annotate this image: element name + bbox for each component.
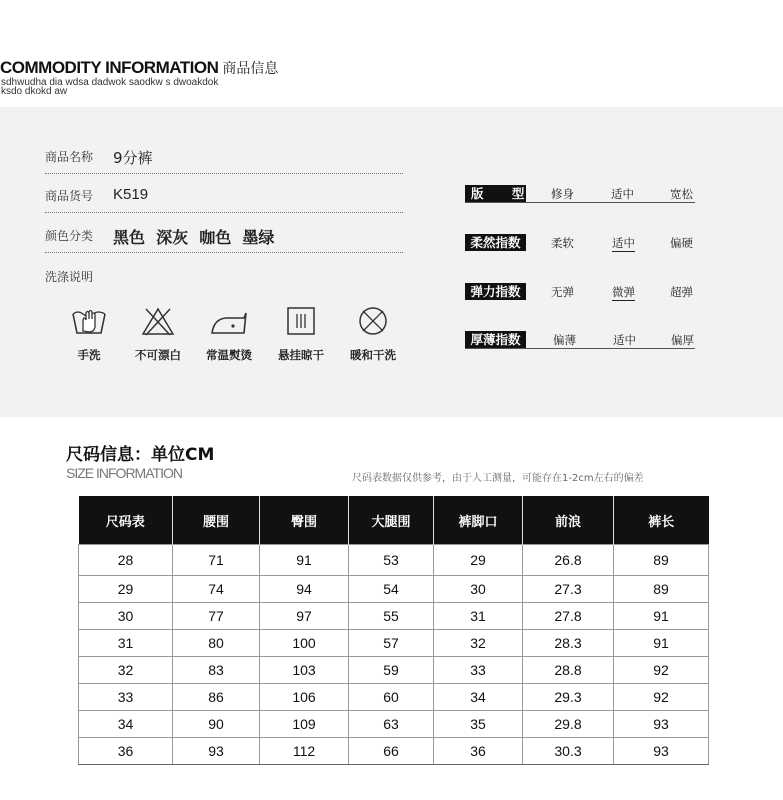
table-cell: 32	[434, 630, 523, 657]
table-cell: 97	[260, 603, 349, 630]
table-cell: 71	[173, 545, 260, 576]
care-iron	[193, 305, 265, 363]
product-name-label: 商品名称	[45, 150, 94, 164]
fit-option-selected: 修身	[551, 187, 574, 201]
table-cell: 29	[434, 545, 523, 576]
table-cell: 29.8	[523, 711, 614, 738]
fit-row-softness	[465, 234, 695, 252]
product-code-value: K519	[113, 186, 149, 203]
table-cell: 32	[79, 657, 173, 684]
product-code-label: 商品货号	[45, 189, 94, 203]
table-cell: 63	[349, 711, 434, 738]
table-cell: 66	[349, 738, 434, 765]
fit-row-elasticity	[465, 283, 695, 301]
table-row	[79, 684, 709, 711]
table-header: 前浪	[523, 496, 614, 545]
table-cell: 83	[173, 657, 260, 684]
table-cell: 27.8	[523, 603, 614, 630]
table-cell: 93	[173, 738, 260, 765]
fit-option: 适中	[613, 333, 636, 347]
fit-row-cut	[465, 185, 695, 203]
fit-underline	[465, 202, 695, 203]
table-cell: 31	[434, 603, 523, 630]
table-cell: 53	[349, 545, 434, 576]
table-cell: 30.3	[523, 738, 614, 765]
table-row	[79, 545, 709, 576]
fit-option: 适中	[611, 187, 634, 201]
care-label: 不可漂白	[135, 348, 181, 362]
iron-icon	[208, 305, 250, 337]
care-hand-wash	[53, 305, 125, 363]
table-header: 腰围	[173, 496, 260, 545]
care-hang-dry	[265, 305, 337, 363]
table-cell: 34	[79, 711, 173, 738]
table-header: 裤长	[614, 496, 709, 545]
table-cell: 92	[614, 684, 709, 711]
table-cell: 74	[173, 576, 260, 603]
divider	[45, 252, 403, 253]
page-title	[0, 58, 278, 78]
table-cell: 34	[434, 684, 523, 711]
table-cell: 27.3	[523, 576, 614, 603]
table-cell: 59	[349, 657, 434, 684]
table-cell: 55	[349, 603, 434, 630]
table-cell: 109	[260, 711, 349, 738]
table-cell: 30	[434, 576, 523, 603]
table-cell: 91	[614, 603, 709, 630]
table-cell: 54	[349, 576, 434, 603]
hand-wash-icon	[69, 305, 109, 337]
table-cell: 89	[614, 545, 709, 576]
table-cell: 30	[79, 603, 173, 630]
table-cell: 29.3	[523, 684, 614, 711]
table-cell: 57	[349, 630, 434, 657]
table-row	[79, 738, 709, 765]
table-cell: 94	[260, 576, 349, 603]
fit-key: 柔然指数	[465, 234, 526, 251]
table-cell: 33	[434, 657, 523, 684]
table-cell: 89	[614, 576, 709, 603]
fit-option-selected: 偏厚	[671, 333, 694, 347]
table-cell: 100	[260, 630, 349, 657]
table-header: 裤脚口	[434, 496, 523, 545]
divider	[45, 173, 403, 174]
divider	[45, 212, 403, 213]
title-en: COMMODITY INFORMATION	[0, 58, 219, 77]
care-label: 常温熨烫	[206, 348, 252, 362]
tumble-dry-icon	[353, 305, 393, 337]
size-table	[78, 496, 709, 765]
table-header: 大腿围	[349, 496, 434, 545]
table-row	[79, 630, 709, 657]
color-value: 黑色 深灰 咖色 墨绿	[113, 228, 275, 247]
fit-option: 偏薄	[553, 333, 576, 347]
fit-row-thickness	[465, 331, 695, 349]
table-row	[79, 657, 709, 684]
fit-key: 弹力指数	[465, 283, 526, 300]
hang-dry-icon	[281, 305, 321, 337]
table-cell: 36	[79, 738, 173, 765]
fit-option: 宽松	[670, 187, 693, 201]
table-cell: 28.8	[523, 657, 614, 684]
table-cell: 112	[260, 738, 349, 765]
table-cell: 28.3	[523, 630, 614, 657]
fit-underline	[465, 348, 695, 349]
fit-option: 偏硬	[670, 236, 693, 250]
title-cn: 商品信息	[222, 61, 279, 77]
table-cell: 93	[614, 711, 709, 738]
table-cell: 91	[260, 545, 349, 576]
table-cell: 93	[614, 738, 709, 765]
size-note: 尺码表数据仅供参考，由于人工测量，可能存在1-2cm左右的偏差	[352, 473, 644, 484]
table-cell: 103	[260, 657, 349, 684]
care-tumble-dry	[337, 305, 409, 363]
table-cell: 29	[79, 576, 173, 603]
care-label: 手洗	[77, 348, 101, 362]
color-label: 颜色分类	[45, 229, 94, 243]
wash-label: 洗涤说明	[45, 270, 94, 284]
table-header-row	[79, 496, 709, 545]
table-header: 臀围	[260, 496, 349, 545]
table-row	[79, 711, 709, 738]
fit-option: 柔软	[551, 236, 574, 250]
header-subtitle: sdhwudha dia wdsa dadwok saodkw s dwoakdok ksdo dkokd aw	[1, 77, 219, 97]
table-cell: 60	[349, 684, 434, 711]
fit-option: 无弹	[551, 285, 574, 299]
table-cell: 92	[614, 657, 709, 684]
table-cell: 36	[434, 738, 523, 765]
care-no-bleach	[122, 305, 194, 363]
fit-option: 超弹	[670, 285, 693, 299]
size-subtitle: SIZE INFORMATION	[66, 465, 182, 481]
table-row	[79, 576, 709, 603]
fit-key: 版 型	[465, 185, 526, 202]
table-cell: 31	[79, 630, 173, 657]
care-label: 暖和干洗	[350, 348, 396, 362]
table-cell: 86	[173, 684, 260, 711]
table-cell: 91	[614, 630, 709, 657]
fit-option-selected: 微弹	[612, 285, 635, 299]
table-cell: 80	[173, 630, 260, 657]
table-cell: 90	[173, 711, 260, 738]
table-row	[79, 603, 709, 630]
table-cell: 28	[79, 545, 173, 576]
fit-option-selected: 适中	[612, 236, 635, 250]
table-cell: 33	[79, 684, 173, 711]
table-cell: 106	[260, 684, 349, 711]
fit-key: 厚薄指数	[465, 331, 526, 348]
table-header: 尺码表	[79, 496, 173, 545]
care-label: 悬挂晾干	[278, 348, 324, 362]
table-cell: 35	[434, 711, 523, 738]
table-cell: 77	[173, 603, 260, 630]
product-name-value: 9分裤	[113, 149, 153, 167]
table-cell: 26.8	[523, 545, 614, 576]
no-bleach-icon	[138, 305, 178, 337]
size-title: 尺码信息：单位CM	[66, 445, 215, 465]
